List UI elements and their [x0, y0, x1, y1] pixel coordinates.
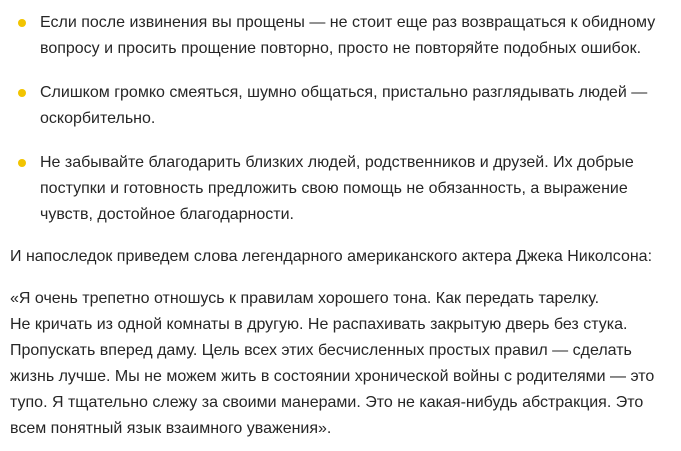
list-item-text: Не забывайте благодарить близких людей, родственников и друзей. Их добрые поступки и готовность предложить свою помощь не обязанность, а выражение чувств, достойное благодарности.: [40, 154, 634, 223]
list-item: [0, 10, 681, 62]
list-item: [0, 150, 681, 228]
list-item-text: Если после извинения вы прощены — не стоит еще раз возвращаться к обидному вопросу и просить прощение повторно, просто не повторяйте подобных ошибок.: [40, 14, 656, 57]
bullet-dot-icon: [18, 89, 26, 97]
list-item: [0, 80, 681, 132]
quote-line-2: Не кричать из одной комнаты в другую. Не распахивать закрытую дверь без стука. Пропускать вперед даму. Цель всех этих бесчисленных простых правил — сделать жизнь лучше. Мы не можем жить в состоянии хронической войны с родителями — это тупо. Я тщательно слежу за своими манерами. Это не какая-нибудь абстракция. Это всем понятный язык взаимного уважения».: [10, 316, 655, 437]
intro-paragraph: И напоследок приведем слова легендарного американского актера Джека Николсона:: [10, 248, 653, 265]
bullet-dot-icon: [18, 159, 26, 167]
nicholson-quote: [10, 286, 681, 442]
list-item-text: Слишком громко смеяться, шумно общаться, пристально разглядывать людей — оскорбительно.: [40, 84, 648, 127]
bullet-dot-icon: [18, 19, 26, 27]
quote-line-1: «Я очень трепетно отношусь к правилам хорошего тона. Как передать тарелку.: [10, 290, 600, 307]
etiquette-tips-list: [0, 10, 681, 228]
